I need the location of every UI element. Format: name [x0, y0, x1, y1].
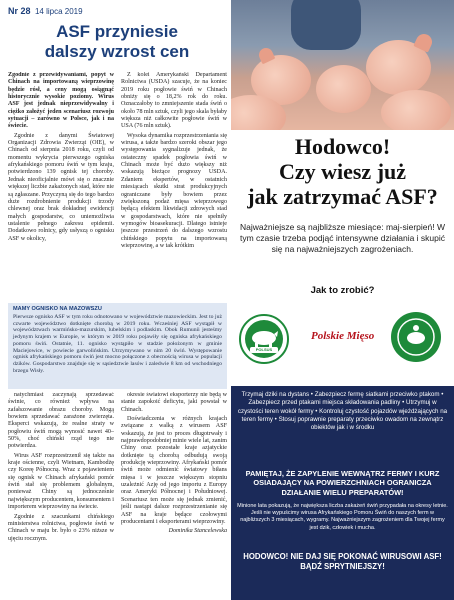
article-column-3: [8, 392, 114, 598]
polsus-logo: [239, 314, 289, 364]
article-paragraph: Wysoka dynamika rozprzestrzeniania się wirusa, a także bardzo szeroki obszar jego występowania sygnalizuje jednak, że ostateczny spadek pogłowia świń w Chinach może być dużo większy niż wskazują bieżące prognozy USDA. Zdaniem ekspertów, w ostatnich miesiącach skutki strat produkcyjnych ograniczane były bowiem przez zwiększoną podaż mięsa wieprzowego będącą efektem likwidacji zdrowych stad w gospodarstwach, które nie spełniły wymogów bioasekuracji. Dlatego istnieje jeszcze przestrzeń do dalszego wzrostu chińskiego popytu na importowaną wieprzowinę, a w tak krótkim: [121, 132, 227, 249]
ad-warning: PAMIĘTAJ, ŻE ZAPYLENIE WEWNĄTRZ FERMY I KURZ OSIADAJĄCY NA POWIERZCHNIACH OGRANICZA DZIAŁANIE WIELU PREPARATÓW!: [245, 469, 440, 497]
article-paragraph: natychmiast zaczynają sprzedawać świnie, co również wpływa na zafałszowanie obrazu choroby. Mogą bowiem sprzedawać zarażone zwierzęta. Eksperci wskazują, że realne straty w pogłowiu świń mogą wynosić nawet 40–50%, choć chiński rząd tego nie potwierdza.: [8, 392, 114, 450]
ad-logos: [231, 300, 454, 378]
ad-headline-line2: Czy wiesz już: [278, 159, 407, 184]
worker-figure: [291, 0, 361, 50]
issue-header: [8, 6, 83, 16]
ad-question: Jak to zrobić?: [310, 285, 375, 296]
article-paragraph: Zgodnie z danymi Światowej Organizacji Zdrowia Zwierząt (OIE), w Chinach od sierpnia 2018 roku, czyli od momentu wykrycia pierwszego ogniska afrykańskiego pomoru świń w tym kraju, potwierdzono 139 ognisk tej choroby. Jednak nieoficjalnie mówi się o znacznie większej liczbie zakażonych stad, które nie są zgłaszane. Przyczyną się do tego bardzo duże rozdrobnienie produkcji trzody chlewnej oraz brak dokładnej ewidencji małych gospodarstw, co uniemożliwia ustalenie pełnego zakresu epidemii. Dodatkowo rolnicy, gdy usłyszą o ognisku ASF w okolicy,: [8, 132, 114, 242]
article-column-2: [121, 72, 227, 300]
polsus-label: POLSUS: [255, 347, 273, 352]
association-seal-logo: [391, 312, 441, 362]
article-paragraph: Wirus ASF rozprzestrzenił się także na kraje ościenne, czyli Wietnam, Kambodżę czy Koreę Północną. Wraz z pojawieniem się ognisk w Chinach afrykański pomór świń stał się problemem globalnym, ponieważ Chiny są jednocześnie największym producentem, konsumentem i importerem wieprzowiny na świecie.: [8, 452, 114, 511]
advertisement: [231, 0, 454, 600]
ad-text: Najważniejsze są najbliższe miesiące: maj-sierpień! W tym czasie trzeba podjąć intensywne działania i skupić się na najważniejszych zagrożeniach.: [239, 222, 446, 254]
sidebar-box-title: MAMY OGNISKO NA MAZOWSZU: [13, 306, 102, 312]
piglet-shape: [381, 90, 451, 130]
seal-emblem-icon: [391, 312, 441, 362]
article-paragraph: Zgodnie z szacunkami chińskiego ministerstwa rolnictwa, pogłowie świń w Chinach w maju br. było o 23% niższe w ujęciu rocznym.: [8, 513, 114, 542]
article-title-line1: ASF przyniesie: [56, 22, 178, 41]
article-paragraph: okresie światowi eksporterzy nie będą w stanie zapokoić deficytu, jaki powstał w Chinach.: [121, 392, 227, 413]
ad-headline-line3: jak zatrzymać ASF?: [247, 184, 438, 209]
article-column-4: [121, 392, 227, 598]
article-lead: Zgodnie z przewidywaniami, popyt w Chinach na importowaną wieprzowinę będzie rósł, a ceny mogą osiągnąć historycznie wysokie poziomy. Wirus ASF jest jednak nieprzewidywalny i ciężko założyć jeden scenariusz rozwoju sytuacji – zarówno w Polsce, jak i na świecie.: [8, 72, 114, 130]
ad-slogan: HODOWCO! NIE DAJ SIĘ POKONAĆ WIRUSOWI ASF! BĄDŹ SPRYTNIEJSZY!: [243, 552, 442, 571]
article-column-1: [8, 72, 114, 300]
polskie-mieso-logo: Polskie Mięso: [311, 330, 375, 342]
issue-date: 14 lipca 2019: [34, 7, 83, 16]
sidebar-box: [8, 303, 227, 389]
piglets-photo: [231, 0, 454, 130]
sidebar-box-text: Pierwsze ognisko ASF w tym roku odnotowano w województwie mazowieckim. Jest to już czwarte województwo dotknięte chorobą w 2019 roku. Wcześniej ASF wystąpił w województwach warmińsko-mazurskim, lubelskim i podlaskim. Obok Rumunii jesteśmy jedynym krajem w Europie, w którym w 2019 roku pojawiły się ogniska afrykańskiego pomoru świń. Ostatnie, 11. ognisko wystąpiło w stadzie położonym w gminie Maciejowice, w powiecie garwolińskim. Utrzymywano w nim 20 świń. Występowanie ognisk afrykańskiego pomoru świń jest mocno połączone z obecnością wirusa w populacji dzików. Gospodarstwo znajduje się w sąsiedztwie lasów i zaledwie 8 km od wschodniego brzegu Wisły.: [13, 314, 222, 374]
article-paragraph: Doświadczenia w różnych krajach związane z walką z wirusem ASF wskazują, że jest to proces długotrwały i najprawdopodobniej minie wiele lat, zanim Chiny oraz pozostałe kraje azjatyckie dotknięte tą chorobą odbudują swoją produkcję wieprzowiny. Afrykański pomór świń może odmienić światowy biłans mięsa i w jeszcze większym stopniu uzależnić Azję od jego importu z Europy oraz Ameryki Północnej i Południowej. Scenariusz ten może się jednak zmienić, jeśli nastąpi dalsze rozprzestrzenianie się ASF na kraje będące czołowymi producentami i eksporterami wieprzowiny.: [121, 416, 227, 525]
article-title: [10, 22, 224, 62]
article-title-line2: dalszy wzrost cen: [44, 42, 190, 61]
ad-info-panel: [231, 386, 454, 600]
ad-headline-line1: Hodowco!: [294, 134, 391, 159]
ad-tips-list: Trzymaj dziki na dystans • Zabezpiecz fermę siatkami przeciwko ptakom • Zabezpiecz przed ptakami miejsca składowania padliny • Utrzymuj w czystości teren wokół fermy • Kontroluj czystość pojazdów wjeżdżających na teren fermy • Stosuj poprawnie preparaty przeciwko owadom na zewnątrz obiektów jak i w środku: [237, 391, 448, 432]
issue-number: Nr 28: [8, 6, 31, 16]
ad-small-text: Minione lata pokazują, że największa liczba zakażeń świń przypadała na okresy letnie. Jeśli nie wypuścimy wirusa Afrykańskiego Pomoru Świń do naszych ferm w najbliższych 3 miesiącach, wygramy. Najważniejszym zagrożeniem dla Twojej fermy jest dzik, człowiek i mucha.: [237, 503, 448, 531]
polsus-pig-icon: [241, 316, 287, 362]
article-signature: Dominika Stancelewska: [168, 528, 227, 535]
article-paragraph: Z kolei Amerykański Departament Rolnictwa (USDA) szacuje, że na koniec 2019 roku pogłowie świń w Chinach obniży się o 18,2% rok do roku. Oznaczałoby to zmniejszenie stada świń o około 78 mln sztuk, czyli jego skala byłaby większa niż całkowite pogłowie świń w USA (76 mln sztuk).: [121, 72, 227, 130]
piglet-shape: [316, 65, 371, 113]
ad-headline: [231, 134, 454, 209]
